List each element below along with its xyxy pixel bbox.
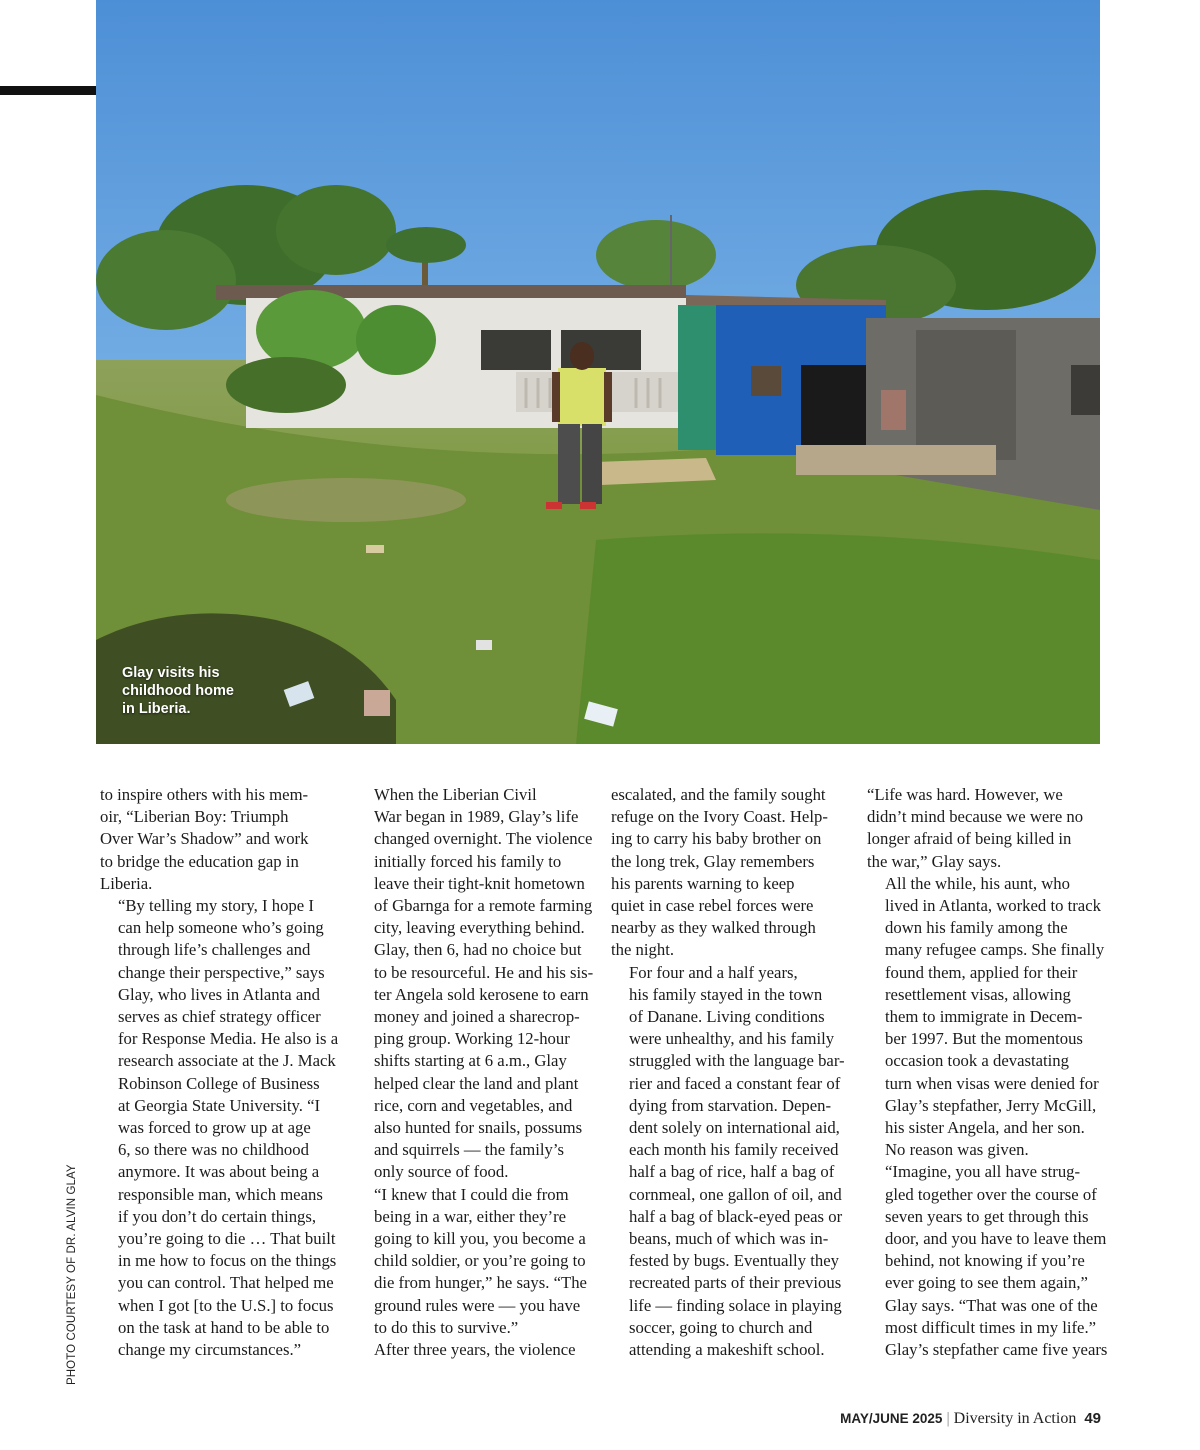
text-line: resettlement visas, allowing — [885, 984, 1071, 1004]
text-line: and squirrels — the family’s — [374, 1140, 565, 1160]
footer-separator: | — [946, 1410, 950, 1427]
text-line: For four and a half years, — [629, 962, 798, 982]
text-line: “Imagine, you all have strug- — [885, 1162, 1081, 1182]
text-line: ter Angela sold kerosene to earn — [374, 984, 589, 1004]
feature-photo — [96, 0, 1100, 744]
text-line: lived in Atlanta, worked to track — [885, 896, 1101, 916]
text-line: attending a makeshift school. — [629, 1340, 825, 1360]
text-line: All the while, his aunt, who — [885, 873, 1070, 893]
text-line: 6, so there was no childhood — [118, 1140, 309, 1160]
text-line: half a bag of black-eyed peas or — [629, 1206, 843, 1226]
magazine-name: Diversity in Action — [953, 1410, 1077, 1427]
text-line: in me how to focus on the things — [118, 1251, 337, 1271]
article-paragraph — [100, 784, 336, 895]
text-line: Glay’s stepfather, Jerry McGill, — [885, 1095, 1097, 1115]
text-line: for Response Media. He also is a — [118, 1029, 339, 1049]
text-line: change my circumstances.” — [118, 1340, 302, 1360]
photo-caption — [122, 664, 282, 718]
text-line: turn when visas were denied for — [885, 1073, 1099, 1093]
section-rule-bar — [0, 86, 97, 95]
text-line: the night. — [611, 940, 675, 960]
text-line: beans, much of which was in- — [629, 1229, 829, 1249]
page-footer — [840, 1410, 1101, 1428]
text-line: ber 1997. But the momentous — [885, 1029, 1083, 1049]
text-line: Liberia. — [100, 873, 153, 893]
text-line: shifts starting at 6 a.m., Glay — [374, 1051, 567, 1071]
text-line: his parents warning to keep — [611, 873, 795, 893]
text-line: found them, applied for their — [885, 962, 1078, 982]
text-line: cornmeal, one gallon of oil, and — [629, 1184, 842, 1204]
text-line: soccer, going to church and — [629, 1317, 813, 1337]
caption-line: childhood home — [122, 683, 234, 699]
text-line: being in a war, either they’re — [374, 1206, 567, 1226]
text-line: ping group. Working 12-hour — [374, 1029, 570, 1049]
text-line: was forced to grow up at age — [118, 1118, 311, 1138]
text-line: oir, “Liberian Boy: Triumph — [100, 807, 289, 827]
text-line: money and joined a sharecrop- — [374, 1007, 580, 1027]
text-line: helped clear the land and plant — [374, 1073, 579, 1093]
text-line: “Life was hard. However, we — [867, 785, 1063, 804]
text-line: his family stayed in the town — [629, 984, 823, 1004]
text-line: to bridge the education gap in — [100, 851, 299, 871]
article-paragraph — [356, 784, 592, 1184]
caption-line: Glay visits his — [122, 665, 220, 681]
text-line: at Georgia State University. “I — [118, 1095, 321, 1115]
text-line: if you don’t do certain things, — [118, 1206, 317, 1226]
text-line: door, and you have to leave them — [885, 1229, 1107, 1249]
text-line: Glay says. “That was one of the — [885, 1295, 1098, 1315]
text-line: to be resourceful. He and his sis- — [374, 962, 594, 982]
text-line: ever going to see them again,” — [885, 1273, 1088, 1293]
text-line: leave their tight-knit hometown — [374, 873, 585, 893]
text-line: Over War’s Shadow” and work — [100, 829, 309, 849]
text-line: down his family among the — [885, 918, 1068, 938]
text-line: escalated, and the family sought — [611, 785, 826, 804]
text-line: anymore. It was about being a — [118, 1162, 320, 1182]
article-paragraph — [867, 1161, 1108, 1361]
text-line: dying from starvation. Depen- — [629, 1095, 832, 1115]
text-line: half a bag of rice, half a bag of — [629, 1162, 835, 1182]
article-paragraph — [867, 873, 1103, 1162]
text-line: nearby as they walked through — [611, 918, 816, 938]
text-line: through life’s challenges and — [118, 940, 311, 960]
text-line: the war,” Glay says. — [867, 851, 1002, 871]
caption-line: in Liberia. — [122, 701, 191, 717]
article-column-1 — [100, 784, 339, 1361]
text-line: going to kill you, you become a — [374, 1229, 586, 1249]
text-line: fested by bugs. Eventually they — [629, 1251, 839, 1271]
text-line: were unhealthy, and his family — [629, 1029, 835, 1049]
text-line: rier and faced a constant fear of — [629, 1073, 841, 1093]
article-column-3 — [611, 784, 847, 1361]
text-line: Glay’s stepfather came five years — [885, 1340, 1108, 1360]
text-line: refuge on the Ivory Coast. Help- — [611, 807, 828, 827]
text-line: them to immigrate in Decem- — [885, 1007, 1083, 1027]
text-line: you’re going to die … That built — [118, 1229, 336, 1249]
text-line: you can control. That helped me — [118, 1273, 334, 1293]
text-line: initially forced his family to — [374, 851, 562, 871]
text-line: research associate at the J. Mack — [118, 1051, 336, 1071]
text-line: struggled with the language bar- — [629, 1051, 845, 1071]
text-line: serves as chief strategy officer — [118, 1007, 321, 1027]
text-line: recreated parts of their previous — [629, 1273, 842, 1293]
text-line: When the Liberian Civil — [374, 785, 537, 804]
text-line: child soldier, or you’re going to — [374, 1251, 586, 1271]
issue-date: MAY/JUNE 2025 — [840, 1411, 943, 1426]
text-line: on the task at hand to be able to — [118, 1317, 330, 1337]
text-line: quiet in case rebel forces were — [611, 896, 814, 916]
text-line: each month his family received — [629, 1140, 839, 1160]
text-line: Glay, who lives in Atlanta and — [118, 984, 320, 1004]
text-line: No reason was given. — [885, 1140, 1029, 1160]
text-line: “By telling my story, I hope I — [118, 896, 314, 916]
text-line: rice, corn and vegetables, and — [374, 1095, 573, 1115]
text-line: War began in 1989, Glay’s life — [374, 807, 579, 827]
text-line: longer afraid of being killed in — [867, 829, 1072, 849]
text-line: to inspire others with his mem- — [100, 785, 309, 804]
text-line: only source of food. — [374, 1162, 509, 1182]
text-line: “I knew that I could die from — [374, 1184, 569, 1204]
text-line: dent solely on international aid, — [629, 1118, 840, 1138]
text-line: behind, not knowing if you’re — [885, 1251, 1085, 1271]
article-column-4 — [867, 784, 1108, 1361]
text-line: gled together over the course of — [885, 1184, 1097, 1204]
text-line: didn’t mind because we were no — [867, 807, 1084, 827]
article-paragraph — [867, 784, 1103, 873]
text-line: die from hunger,” he says. “The — [374, 1273, 587, 1293]
text-line: seven years to get through this — [885, 1206, 1089, 1226]
text-line: to do this to survive.” — [374, 1317, 519, 1337]
text-line: ing to carry his baby brother on — [611, 829, 822, 849]
photo-credit: PHOTO COURTESY OF DR. ALVIN GLAY — [66, 1164, 78, 1385]
article-column-2 — [356, 784, 592, 1361]
childhood-home-photo — [96, 0, 1100, 744]
text-line: many refugee camps. She finally — [885, 940, 1105, 960]
article-paragraph — [356, 1184, 592, 1339]
text-line: change their perspective,” says — [118, 962, 325, 982]
text-line: changed overnight. The violence — [374, 829, 593, 849]
text-line: city, leaving everything behind. — [374, 918, 585, 938]
text-line: life — finding solace in playing — [629, 1295, 842, 1315]
text-line: occasion took a devastating — [885, 1051, 1069, 1071]
page-number: 49 — [1084, 1410, 1101, 1427]
article-paragraph — [611, 784, 847, 962]
text-line: the long trek, Glay remembers — [611, 851, 815, 871]
text-line: After three years, the violence — [374, 1340, 576, 1360]
article-paragraph — [356, 1339, 592, 1361]
text-line: responsible man, which means — [118, 1184, 323, 1204]
text-line: also hunted for snails, possums — [374, 1118, 583, 1138]
text-line: Robinson College of Business — [118, 1073, 320, 1093]
text-line: most difficult times in my life.” — [885, 1317, 1097, 1337]
article-paragraph — [611, 962, 847, 1362]
text-line: Glay, then 6, had no choice but — [374, 940, 582, 960]
text-line: his sister Angela, and her son. — [885, 1118, 1085, 1138]
text-line: can help someone who’s going — [118, 918, 324, 938]
article-paragraph — [100, 895, 339, 1361]
text-line: of Danane. Living conditions — [629, 1007, 825, 1027]
text-line: when I got [to the U.S.] to focus — [118, 1295, 334, 1315]
text-line: of Gbarnga for a remote farming — [374, 896, 593, 916]
text-line: ground rules were — you have — [374, 1295, 581, 1315]
